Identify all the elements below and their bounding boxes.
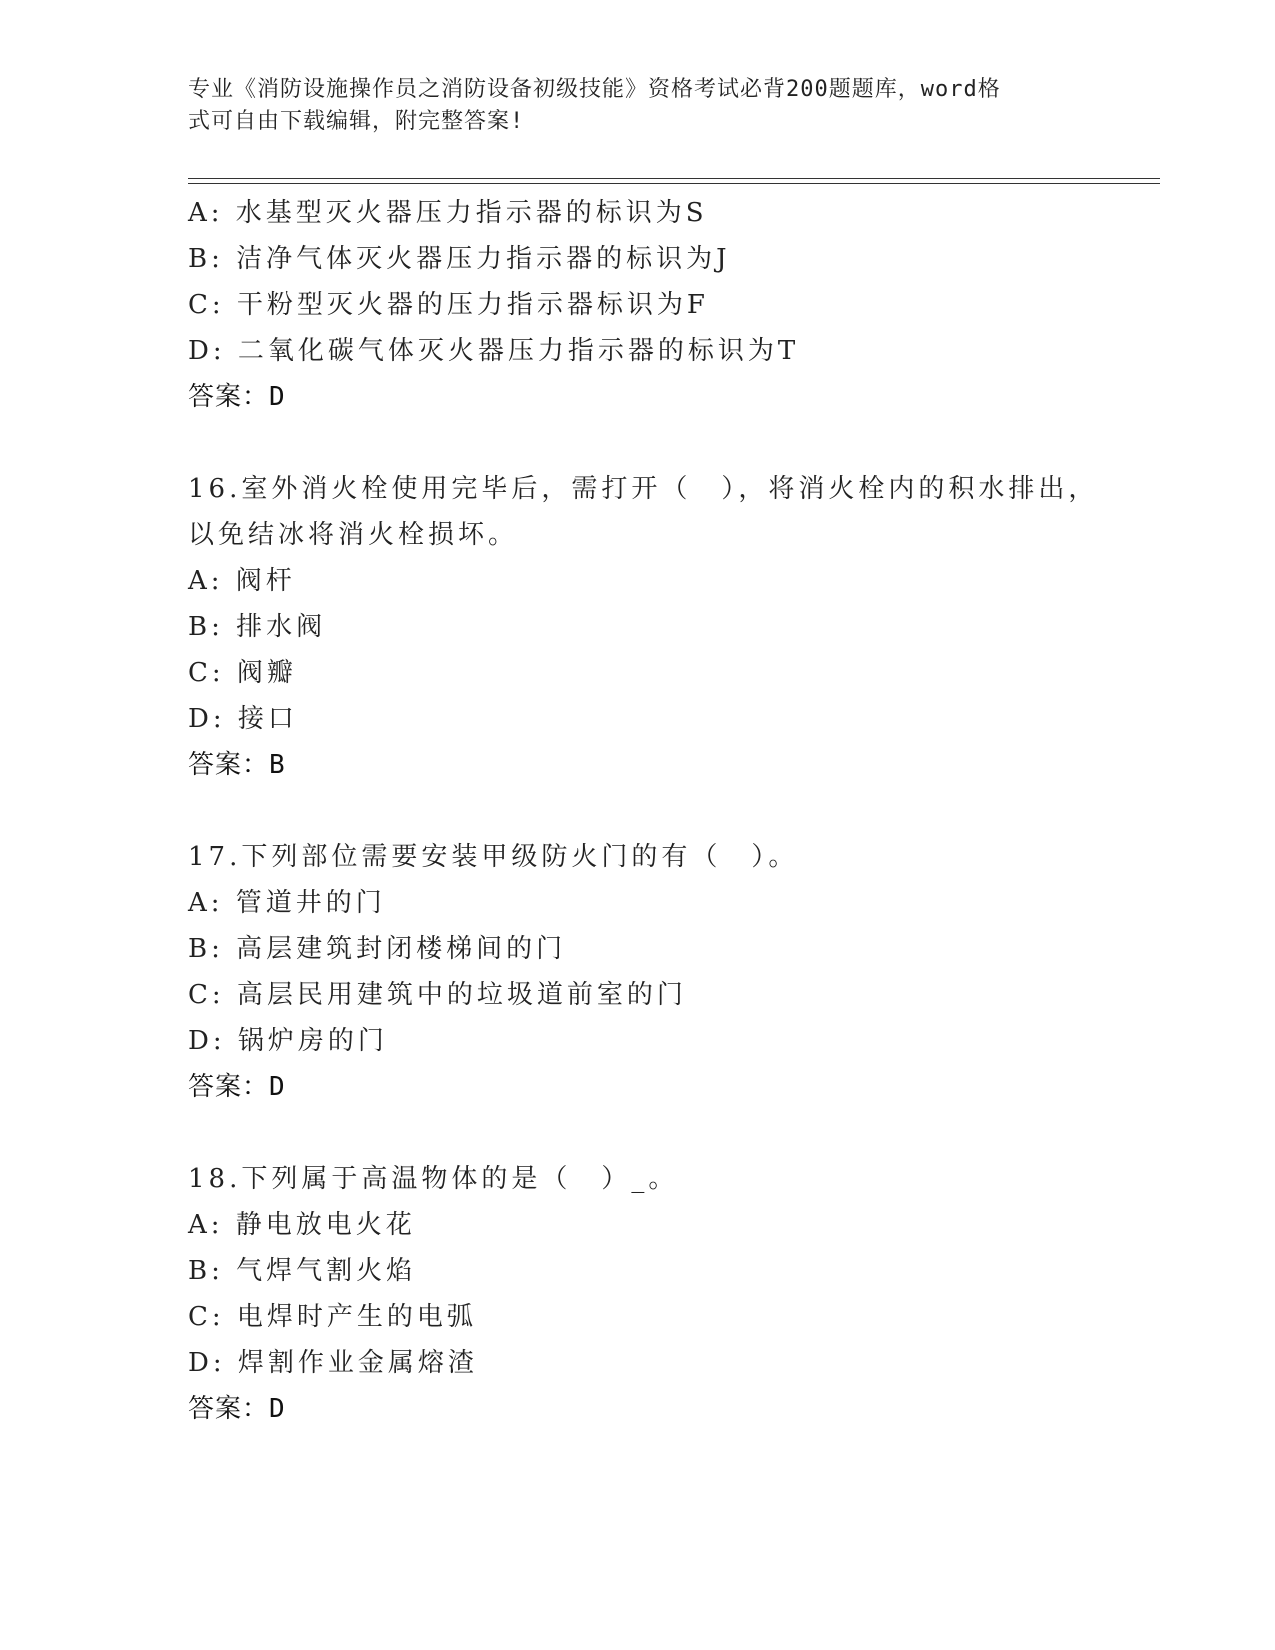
header-line-2: 式可自由下载编辑，附完整答案!: [188, 109, 525, 134]
header-line-1: 专业《消防设施操作员之消防设备初级技能》资格考试必背200题题库，word格: [188, 77, 1001, 102]
option-d: D: 接口: [188, 704, 298, 734]
option-b: B: 气焊气割火焰: [188, 1256, 417, 1286]
option-c: C: 阀瓣: [188, 658, 297, 688]
option-c: C: 干粉型灭火器的压力指示器标识为F: [188, 290, 709, 320]
option-a: A: 管道井的门: [188, 888, 386, 918]
header-divider-bottom: [188, 183, 1160, 184]
header-divider-top: [188, 178, 1160, 179]
answer-line: 答案：B: [188, 750, 286, 780]
option-c: C: 电焊时产生的电弧: [188, 1302, 477, 1332]
document-header: [188, 74, 1068, 138]
question-15: [188, 190, 1160, 420]
answer-line: 答案：D: [188, 1394, 286, 1424]
answer-line: 答案：D: [188, 382, 286, 412]
question-16: [188, 466, 1160, 788]
option-d: D: 焊割作业金属熔渣: [188, 1348, 478, 1378]
question-18: [188, 1156, 1160, 1432]
option-b: B: 排水阀: [188, 612, 327, 642]
option-c: C: 高层民用建筑中的垃圾道前室的门: [188, 980, 687, 1010]
question-stem-continued: 以免结冰将消火栓损坏。: [188, 520, 519, 550]
option-a: A: 水基型灭火器压力指示器的标识为S: [188, 198, 708, 228]
question-spacer: [188, 1110, 1160, 1156]
question-list: [188, 190, 1160, 1432]
question-spacer: [188, 788, 1160, 834]
option-d: D: 锅炉房的门: [188, 1026, 388, 1056]
option-a: A: 阀杆: [188, 566, 296, 596]
option-b: B: 洁净气体灭火器压力指示器的标识为J: [188, 244, 731, 274]
question-stem: 17.下列部位需要安装甲级防火门的有（ ）。: [188, 842, 799, 872]
question-spacer: [188, 420, 1160, 466]
answer-line: 答案：D: [188, 1072, 286, 1102]
question-17: [188, 834, 1160, 1110]
option-a: A: 静电放电火花: [188, 1210, 416, 1240]
question-stem: 16.室外消火栓使用完毕后，需打开（ ），将消火栓内的积水排出，: [188, 474, 1099, 504]
option-b: B: 高层建筑封闭楼梯间的门: [188, 934, 567, 964]
question-stem: 18.下列属于高温物体的是（ ）_。: [188, 1164, 679, 1194]
option-d: D: 二氧化碳气体灭火器压力指示器的标识为T: [188, 336, 800, 366]
